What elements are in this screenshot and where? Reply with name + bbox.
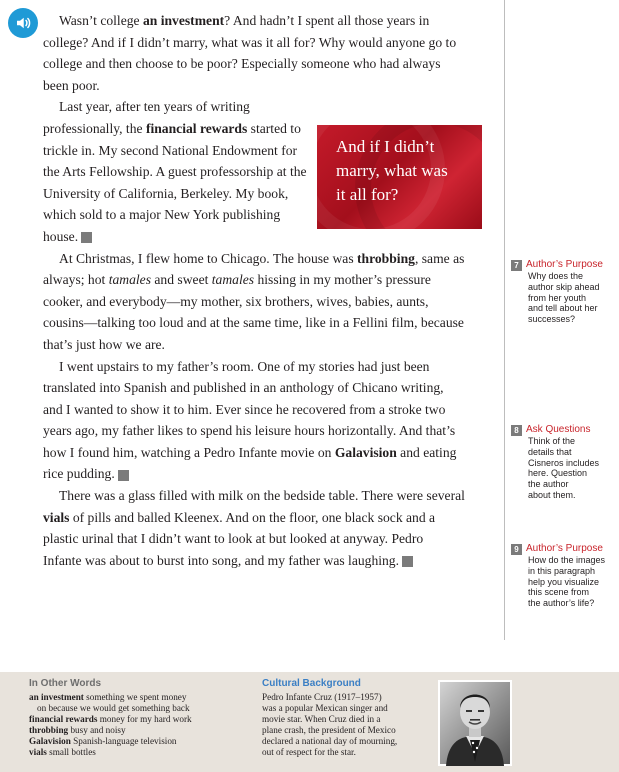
note-marker[interactable]: 8: [118, 470, 129, 481]
in-other-words-list: [29, 692, 249, 758]
glossary-definition: Spanish-language television: [73, 736, 177, 746]
note-line: author skip ahead: [528, 281, 600, 292]
text-run: At Christmas, I flew home to Chicago. The house was: [59, 250, 358, 266]
audio-play-button[interactable]: [8, 8, 38, 38]
paragraph-4: [43, 356, 465, 486]
sidebar-note-body: [528, 271, 611, 325]
note-marker[interactable]: 7: [511, 260, 522, 271]
text-run: Wasn’t college: [59, 13, 143, 28]
italic-term: tamales: [211, 272, 255, 288]
glossary-entry: [29, 692, 249, 703]
glossary-definition: busy and noisy: [70, 725, 126, 735]
sidebar-note-body: [528, 555, 611, 609]
text-line: Pedro Infante Cruz (1917–1957): [262, 692, 382, 702]
glossary-term: Galavision: [29, 736, 71, 746]
note-line: Cisneros includes: [528, 457, 600, 468]
speaker-icon: [14, 14, 32, 32]
margin-divider: [504, 0, 505, 640]
text-run: Last year, after ten years of writing professionally, the: [43, 99, 250, 136]
text-run: of pills and balled Kleenex. And on the floor, one black sock and a plastic urinal that I didn’t want to look at but looked at anyway. Pedro Infante was about to burst into song, and my father was laughing.: [43, 509, 436, 568]
story-text: [43, 10, 465, 571]
note-line: details that: [528, 446, 572, 457]
text-run: started to trickle in. My second National Endowment for the Arts Fellowship. A guest professorship at the University of California, Berkeley. My book, which sold to a major New York publishing house.: [43, 120, 307, 244]
paragraph-3: [43, 248, 465, 356]
text-run: ? And hadn’t I spent all those years in college? And if I didn’t marry, what was it all for? Why would anyone go to college and then choose to be poor? Especially someone who had always been poor.: [43, 13, 457, 93]
note-line: in this paragraph: [528, 565, 596, 576]
portrait-image: [438, 680, 512, 766]
pull-quote-box: [317, 125, 482, 229]
note-marker[interactable]: 9: [511, 544, 522, 555]
note-line: How do the images: [528, 555, 606, 565]
note-marker[interactable]: 9: [402, 556, 413, 567]
note-marker[interactable]: 8: [511, 425, 522, 436]
sidebar-note-heading: [511, 543, 611, 555]
text-line: movie star. When Cruz died in a: [262, 714, 381, 724]
text-run: hissing in my mother’s pressure cooker, and everybody—my mother, six brothers, wives, babies, aunts, cousins—talking too loud and at the same time, like in a Fellini film, because that’s just how we are.: [43, 272, 464, 352]
in-other-words-heading: In Other Words: [29, 678, 102, 689]
note-line: this scene from: [528, 587, 590, 598]
vocab-term: financial rewards: [145, 120, 248, 136]
text-line: out of respect for the star.: [262, 747, 356, 757]
vocab-term: Galavision: [334, 444, 397, 460]
glossary-definition: on because we would get something back: [37, 703, 190, 713]
sidebar-note-body: [528, 436, 611, 501]
vocab-term: an investment: [142, 13, 225, 28]
note-line: here. Question: [528, 468, 588, 479]
sidebar-note-7: [511, 259, 611, 325]
note-marker[interactable]: 7: [81, 232, 92, 243]
glossary-term: vials: [29, 747, 47, 757]
glossary-definition: small bottles: [49, 747, 96, 757]
paragraph-5: [43, 485, 465, 571]
text-run: I went upstairs to my father’s room. One of my stories had just been translated into Spanish and published in an anthology of Chicano writing, and I wanted to show it to him. Ever since he recovered from a stroke two years ago, my father likes to spend his leisure hours horizontally. And that’s how I found him, watching a Pedro Infante movie on: [43, 358, 456, 460]
text-run: and eating rice pudding.: [43, 444, 457, 482]
glossary-term: an investment: [29, 692, 84, 702]
text-line: declared a national day of mourning,: [262, 736, 398, 746]
pedro-infante-photo: [438, 680, 512, 766]
pull-quote-line: marry, what was: [336, 161, 448, 180]
note-line: and tell about her: [528, 303, 598, 314]
note-line: Think of the: [528, 436, 576, 446]
note-line: Why does the: [528, 271, 584, 281]
vocab-term: vials: [43, 509, 70, 525]
text-line: plane crash, the president of Mexico: [262, 725, 396, 735]
sidebar-note-9: [511, 543, 611, 609]
pull-quote-line: it all for?: [336, 185, 399, 204]
paragraph-1: [43, 10, 465, 96]
glossary-definition: something we spent money: [86, 692, 187, 702]
glossary-entry: [29, 725, 249, 736]
glossary-entry: [29, 736, 249, 747]
paragraph-2: [43, 96, 315, 247]
sidebar-note-title: Author’s Purpose: [526, 259, 603, 270]
glossary-definition: money for my hard work: [99, 714, 192, 724]
note-line: successes?: [528, 314, 576, 325]
italic-term: tamales: [108, 272, 151, 288]
text-run: There was a glass filled with milk on the bedside table. There were several: [59, 488, 465, 504]
sidebar-note-title: Ask Questions: [526, 424, 591, 435]
sidebar-note-title: Author’s Purpose: [526, 543, 603, 554]
glossary-term: financial rewards: [29, 714, 98, 724]
sidebar-note-heading: [511, 424, 611, 436]
cultural-background-heading: Cultural Background: [262, 678, 361, 689]
text-line: was a popular Mexican singer and: [262, 703, 388, 713]
sidebar-note-8: [511, 424, 611, 501]
sidebar-note-heading: [511, 259, 611, 271]
note-line: about them.: [528, 489, 576, 500]
text-run: and sweet: [151, 272, 212, 288]
footer-panel: [0, 672, 619, 772]
glossary-entry: [29, 714, 249, 725]
text-run: , same as always; hot: [43, 250, 465, 288]
glossary-entry: [29, 747, 249, 758]
cultural-background-text: [262, 692, 432, 758]
note-line: from her youth: [528, 292, 587, 303]
note-line: help you visualize: [528, 576, 600, 587]
note-line: the author: [528, 479, 569, 490]
note-line: the author’s life?: [528, 598, 595, 609]
pull-quote-text: [336, 135, 448, 207]
glossary-term: throbbing: [29, 725, 69, 735]
vocab-term: throbbing: [357, 250, 415, 266]
pull-quote-line: And if I didn’t: [336, 137, 435, 156]
